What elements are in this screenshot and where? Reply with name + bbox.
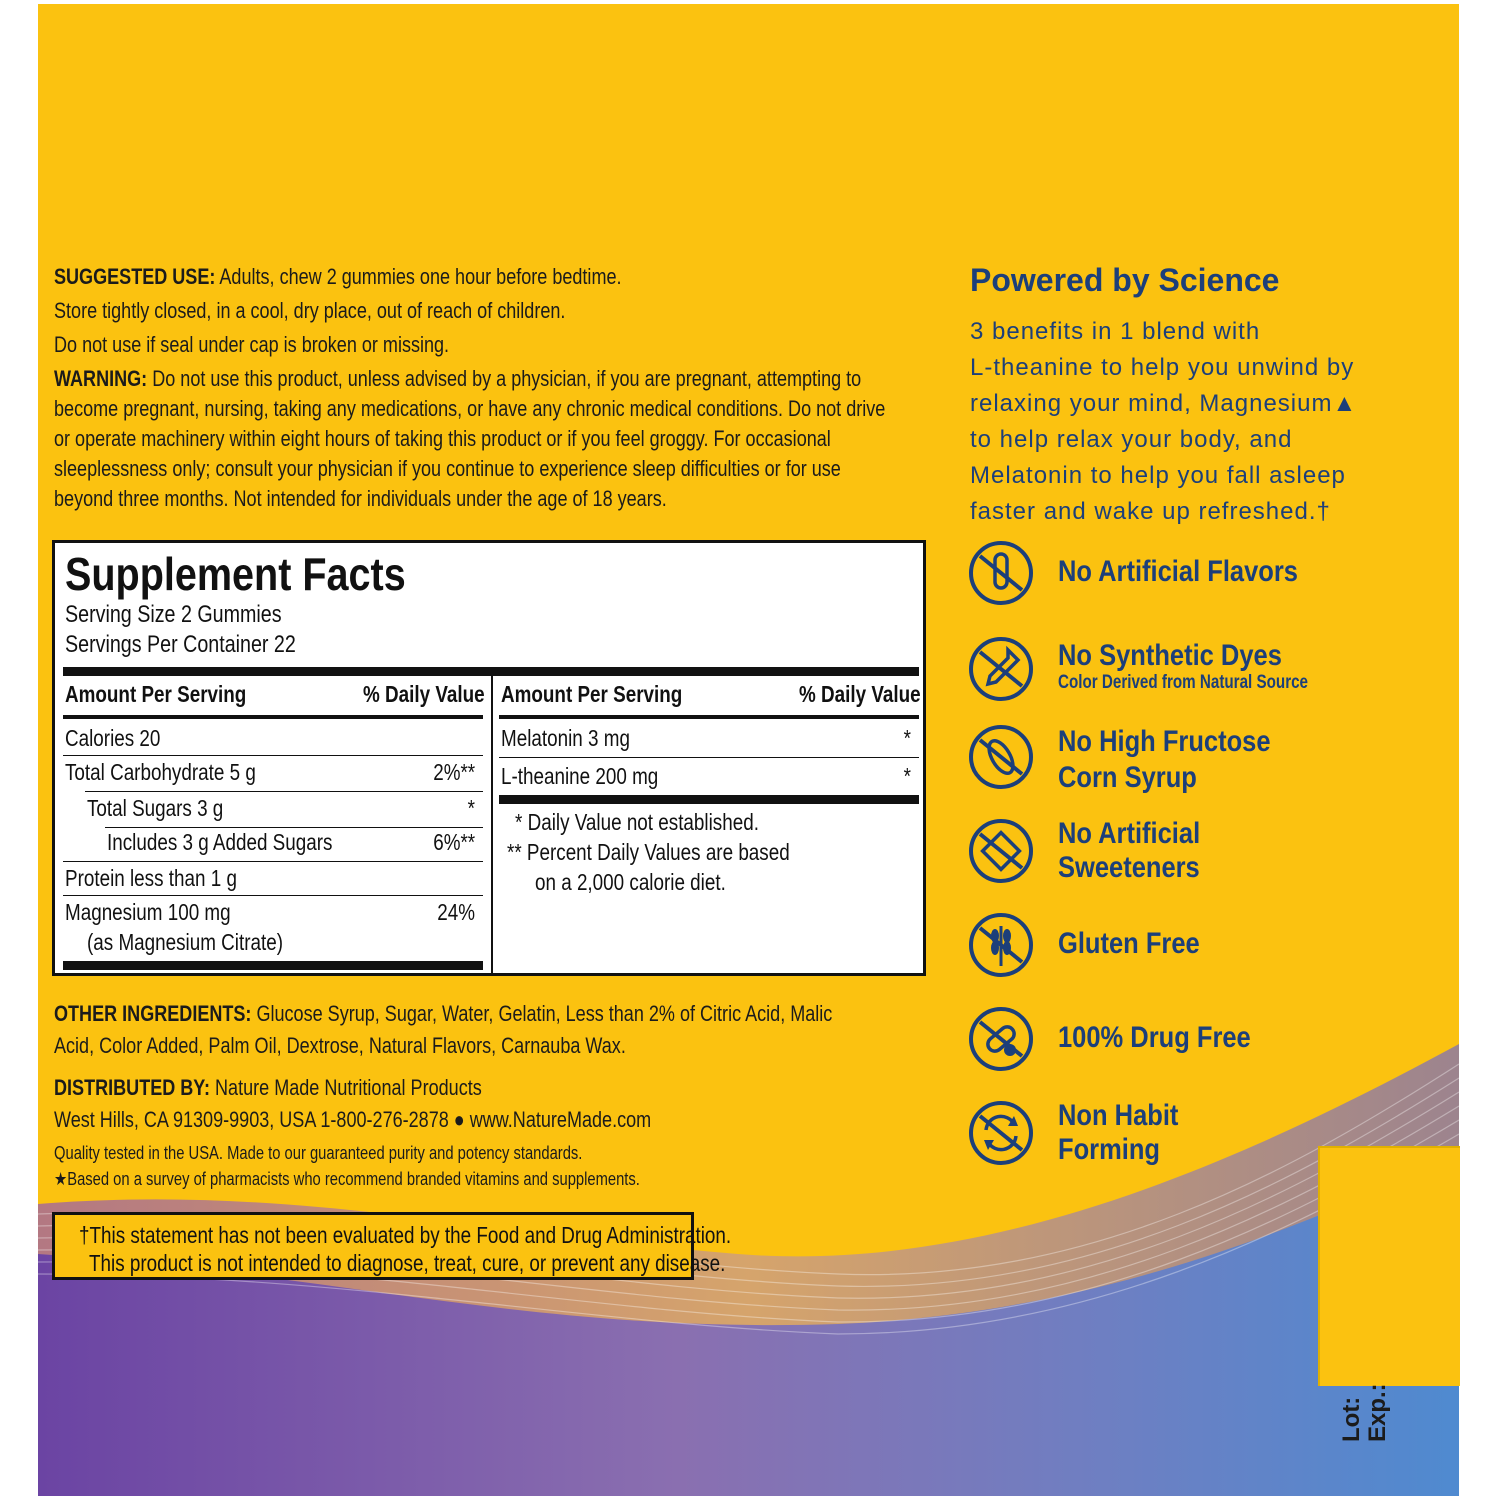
seal-text: Do not use if seal under cap is broken or missing. xyxy=(54,332,450,357)
warning-line-4: sleeplessness only; consult your physician if you continue to experience sleep difficulties or for use xyxy=(54,456,841,481)
dropper-crossed-icon xyxy=(968,636,1034,702)
thick-rule xyxy=(63,667,919,676)
science-line: to help relax your body, and xyxy=(970,426,1293,453)
other-ingredients-1: OTHER INGREDIENTS: Glucose Syrup, Sugar, Water, Gelatin, Less than 2% of Citric Acid, Malic xyxy=(54,1001,833,1026)
distributed-by: DISTRIBUTED BY: Nature Made Nutritional Products xyxy=(54,1075,482,1100)
row-added-sugars: Includes 3 g Added Sugars xyxy=(107,829,333,855)
column-divider xyxy=(491,676,493,976)
science-line: 3 benefits in 1 blend with xyxy=(970,318,1261,345)
lot-exp-box xyxy=(1318,1146,1460,1386)
sweetener-packet-crossed-icon xyxy=(968,818,1034,884)
row-rule xyxy=(85,791,483,792)
feature-sublabel: Color Derived from Natural Source xyxy=(1058,672,1309,693)
dv-header-left: % Daily Value xyxy=(363,681,485,707)
suggested-use: SUGGESTED USE: Adults, chew 2 gummies one hour before bedtime. xyxy=(54,264,622,289)
dv-carbohydrate: 2%** xyxy=(433,759,475,785)
header-rule-left xyxy=(63,715,483,719)
row-magnesium-source: (as Magnesium Citrate) xyxy=(87,929,284,955)
bottom-rule-left xyxy=(63,961,483,970)
footnote-2: ** Percent Daily Values are based xyxy=(507,839,790,865)
dv-header-right: % Daily Value xyxy=(799,681,921,707)
non-habit-cycle-icon xyxy=(968,1100,1034,1166)
supplement-facts-panel xyxy=(52,540,926,976)
pill-crossed-icon xyxy=(968,1006,1034,1072)
warning-line-3: or operate machinery within eight hours of taking this product or if you feel groggy. For occasional xyxy=(54,426,831,451)
science-line: relaxing your mind, Magnesium▲ xyxy=(970,390,1358,417)
row-carbohydrate: Total Carbohydrate 5 g xyxy=(65,759,256,785)
feature-label: No Synthetic Dyes xyxy=(1058,639,1282,672)
feature-label: Gluten Free xyxy=(1058,927,1200,960)
storage-text: Store tightly closed, in a cool, dry place, out of reach of children. xyxy=(54,298,566,323)
feature-label: No High Fructose xyxy=(1058,725,1271,758)
warning-line-1: WARNING: Do not use this product, unless advised by a physician, if you are pregnant, attempting to xyxy=(54,366,862,391)
dv-melatonin: * xyxy=(903,725,911,751)
footnote-3: on a 2,000 calorie diet. xyxy=(535,869,726,895)
servings-per-container: Servings Per Container 22 xyxy=(65,631,296,658)
feature-label-2: Sweeteners xyxy=(1058,851,1200,884)
warning-line-5: beyond three months. Not intended for individuals under the age of 18 years. xyxy=(54,486,667,511)
amount-header-left: Amount Per Serving xyxy=(65,681,247,707)
feature-label-2: Corn Syrup xyxy=(1058,761,1197,794)
row-rule xyxy=(105,827,483,828)
feature-label: No Artificial xyxy=(1058,817,1201,850)
amount-header-right: Amount Per Serving xyxy=(501,681,683,707)
row-melatonin: Melatonin 3 mg xyxy=(501,725,630,751)
dv-magnesium: 24% xyxy=(437,899,475,925)
row-rule xyxy=(63,895,483,896)
row-rule xyxy=(63,755,483,756)
other-ingredients-2: Acid, Color Added, Palm Oil, Dextrose, Natural Flavors, Carnauba Wax. xyxy=(54,1033,626,1058)
exp-label: Exp.: xyxy=(1364,1383,1391,1442)
feature-label: 100% Drug Free xyxy=(1058,1021,1251,1054)
lot-label: Lot: xyxy=(1338,1396,1365,1442)
test-tube-crossed-icon xyxy=(968,540,1034,606)
dv-total-sugars: * xyxy=(467,795,475,821)
corn-crossed-icon xyxy=(968,724,1034,790)
footnote-1: * Daily Value not established. xyxy=(515,809,759,835)
row-l-theanine: L-theanine 200 mg xyxy=(501,763,659,789)
disclaimer-line-2: This product is not intended to diagnose, treat, cure, or prevent any disease. xyxy=(89,1250,726,1276)
dv-added-sugars: 6%** xyxy=(433,829,475,855)
survey-statement: ★Based on a survey of pharmacists who recommend branded vitamins and supplements. xyxy=(54,1169,640,1189)
row-rule xyxy=(499,757,919,758)
science-line: Melatonin to help you fall asleep xyxy=(970,462,1346,489)
feature-label-2: Forming xyxy=(1058,1133,1160,1166)
facts-title: Supplement Facts xyxy=(65,548,406,600)
fda-disclaimer xyxy=(52,1212,732,1280)
header-rule-right xyxy=(499,715,919,719)
quality-statement: Quality tested in the USA. Made to our guaranteed purity and potency standards. xyxy=(54,1143,583,1163)
science-heading: Powered by Science xyxy=(970,262,1280,298)
science-line: faster and wake up refreshed.† xyxy=(970,498,1331,525)
feature-label: No Artificial Flavors xyxy=(1058,555,1298,588)
row-magnesium: Magnesium 100 mg xyxy=(65,899,231,925)
science-line: L-theanine to help you unwind by xyxy=(970,354,1355,381)
serving-size: Serving Size 2 Gummies xyxy=(65,601,282,628)
lot-exp-labels xyxy=(1338,1383,1418,1488)
science-body xyxy=(970,314,1430,530)
warning-line-2: become pregnant, nursing, taking any medications, or have any chronic medical conditions. Do not drive xyxy=(54,396,886,421)
dv-l-theanine: * xyxy=(903,763,911,789)
wheat-crossed-icon xyxy=(968,912,1034,978)
row-calories: Calories 20 xyxy=(65,725,161,751)
row-total-sugars: Total Sugars 3 g xyxy=(87,795,224,821)
directions-block xyxy=(54,262,934,514)
row-rule xyxy=(63,861,483,862)
distributor-address: West Hills, CA 91309-9903, USA 1-800-276-2878 ● www.NatureMade.com xyxy=(54,1107,652,1132)
ingredients-block xyxy=(54,998,934,1192)
bottom-rule-right xyxy=(499,795,919,804)
disclaimer-line-1: †This statement has not been evaluated by the Food and Drug Administration. xyxy=(79,1222,732,1248)
row-protein: Protein less than 1 g xyxy=(65,865,237,891)
feature-label: Non Habit xyxy=(1058,1099,1179,1132)
